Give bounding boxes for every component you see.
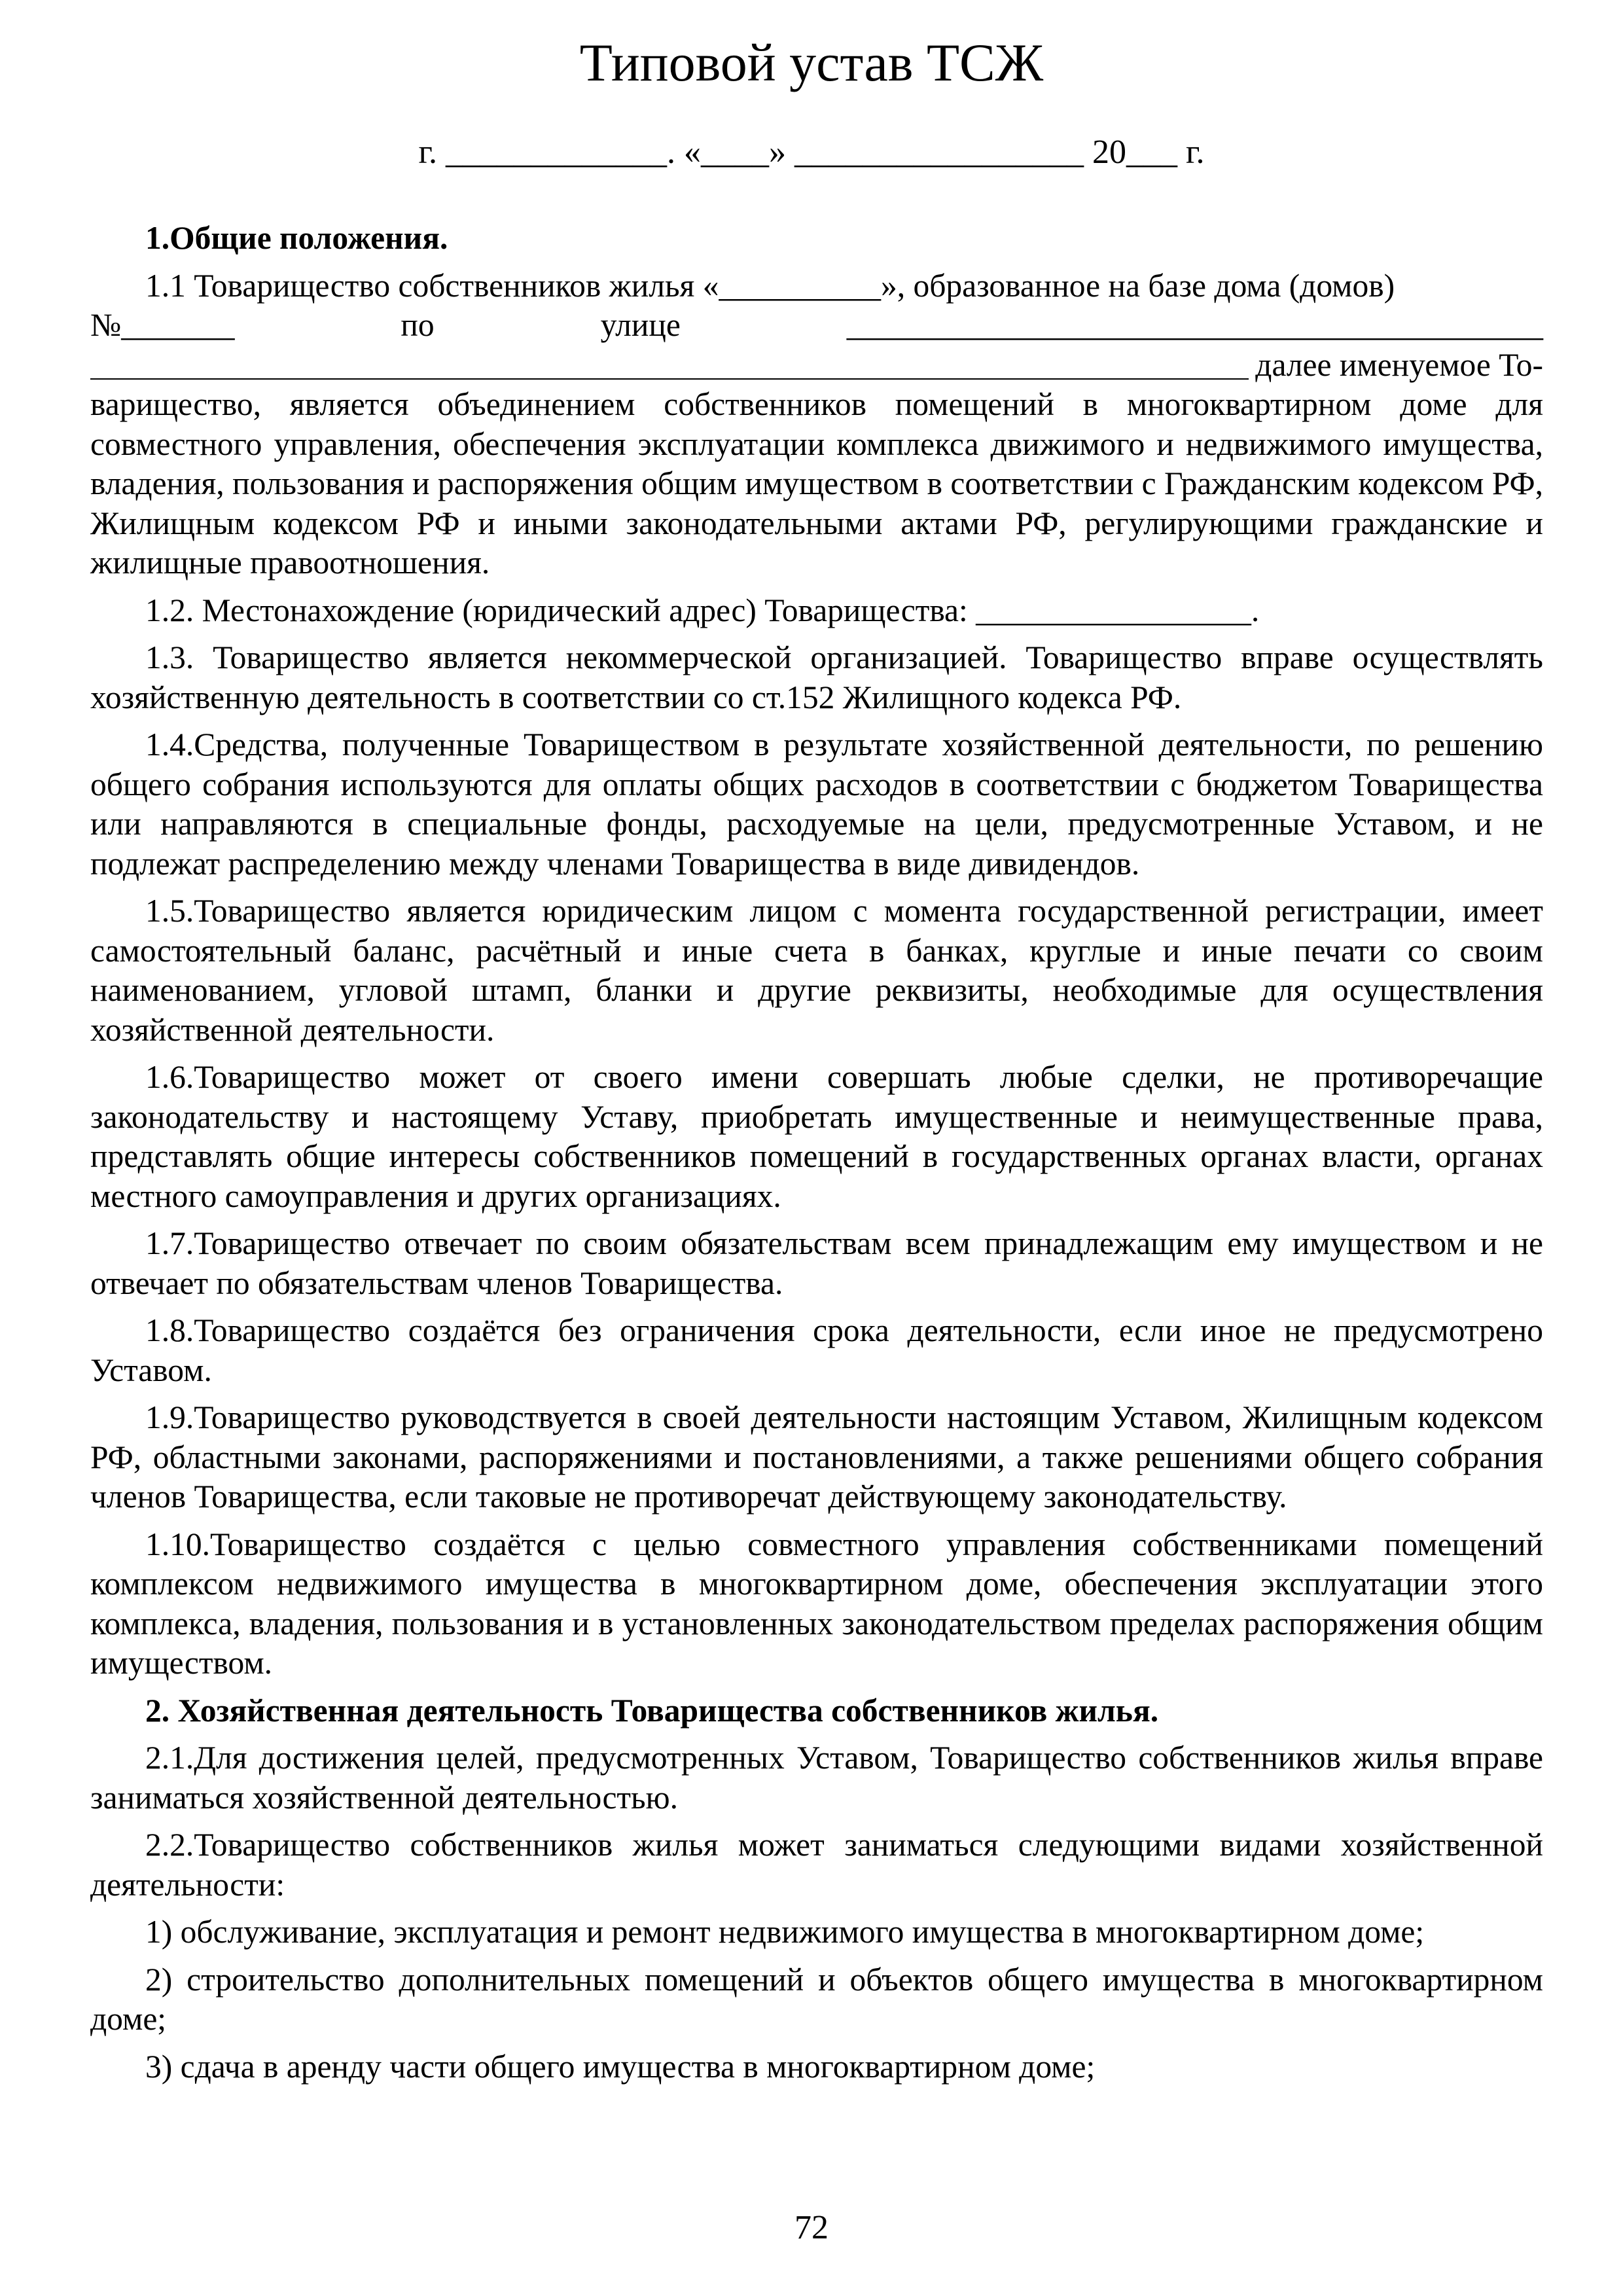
list-item-3: 3) сдача в аренду части общего имущества в многоквартирном доме; — [145, 2048, 1096, 2085]
paragraph-2-1: 2.1.Для достижения целей, предусмотренных Уставом, Товарищество собственников жилья вправе заниматься хозяйственной деятельностью. — [90, 1740, 1543, 1816]
address-blank — [90, 346, 1249, 380]
paragraph-1-9: 1.9.Товарищество руководствуется в своей деятельности настоящим Уставом, Жилищным кодексом РФ, областными законами, распоряжениями и постановлениями, а также решениями общего собрания членов Товарищества, если таковые не противоречат действующему законодательству. — [90, 1399, 1543, 1515]
paragraph-1-2: 1.2. Местонахождение (юридический адрес) Товарищества: _________________. — [145, 592, 1260, 628]
page-number: 72 — [794, 2209, 829, 2246]
paragraph-1-10: 1.10.Товарищество создаётся с целью совместного управления собственниками помещений комплексом недвижимого имущества в многоквартирном доме, обеспечения эксплуатации этого комплекса, владения, пользования и в установленных законодательством пределах распоряжения общим имуществом. — [90, 1526, 1543, 1681]
section-1-heading: 1.Общие положения. — [145, 220, 448, 256]
paragraph-1-1-line-2 — [90, 306, 1543, 346]
paragraph-1-4: 1.4.Средства, полученные Товариществом в результате хозяйственной деятельности, по решению общего собрания используются для оплаты общих расходов в соответствии с бюджетом Товарищества или направляются в специальные фонды, расходуемые на цели, предусмотренные Уставом, и не подлежат распределению между членами Товарищества в виде дивидендов. — [90, 726, 1543, 882]
house-number-field: №_______ — [90, 307, 235, 343]
paragraph-1-7: 1.7.Товарищество отвечает по своим обязательствам всем принадлежащим ему имуществом и не отвечает по обязательствам членов Товарищества. — [90, 1225, 1543, 1301]
paragraph-1-6: 1.6.Товарищество может от своего имени совершать любые сделки, не противоречащие законодательству и настоящему Уставу, приобретать имущественные и неимущественные права, представлять общие интересы собственников помещений в государственных органах власти, органах местного самоуправления и других организациях. — [90, 1059, 1543, 1214]
word-street: улице — [600, 307, 681, 343]
list-item-2: 2) строительство дополнительных помещений и объектов общего имущества в многоквартирном доме; — [90, 1961, 1543, 2037]
document-title: Типовой устав ТСЖ — [579, 33, 1044, 92]
section-2-heading: 2. Хозяйственная деятельность Товарищества собственников жилья. — [145, 1692, 1159, 1729]
paragraph-1-3: 1.3. Товарищество является некоммерческой организацией. Товарищество вправе осуществлять хозяйственную деятельность в соответствии со ст.152 Жилищного кодекса РФ. — [90, 639, 1543, 715]
paragraph-1-8: 1.8.Товарищество создаётся без ограничения срока деятельности, если иное не предусмотрено Уставом. — [90, 1312, 1543, 1388]
word-po: по — [401, 307, 435, 343]
date-place-line: г. _____________. «____» _________________ 20___ г. — [418, 134, 1205, 171]
paragraph-1-5: 1.5.Товарищество является юридическим лицом с момента государственной регистрации, имеет самостоятельный баланс, расчётный и иные счета в банках, круглые и иные печати со своим наименованием, угловой штамп, бланки и другие реквизиты, необходимые для осуществления хозяйственной деятельности. — [90, 893, 1543, 1048]
paragraph-1-1-line-1: 1.1 Товарищество собственников жилья «__________», образованное на базе дома (домов) — [145, 267, 1395, 304]
document-body — [90, 219, 1543, 2094]
list-item-1: 1) обслуживание, эксплуатация и ремонт недвижимого имущества в многоквартирном доме; — [145, 1914, 1425, 1950]
paragraph-1-1-line-3 — [90, 346, 1543, 386]
paragraph-2-2: 2.2.Товарищество собственников жилья может заниматься следующими видами хозяйственной деятельности: — [90, 1827, 1543, 1903]
street-field: ___________________________________________ — [846, 307, 1543, 343]
paragraph-1-1-rest: варищество, является объединением собственников помещений в многоквартирном доме для совместного управления, обеспечения эксплуатации комплекса движимого и недвижимого имущества, владения, пользования и распоряжения общим имуществом в соответствии с Гражданским кодексом РФ, Жилищным кодексом РФ и иными законодательными актами РФ, регулирующими гражданские и жилищные правоотношения. — [90, 386, 1543, 581]
hereinafter-text: далее именуемое То- — [1255, 346, 1543, 383]
